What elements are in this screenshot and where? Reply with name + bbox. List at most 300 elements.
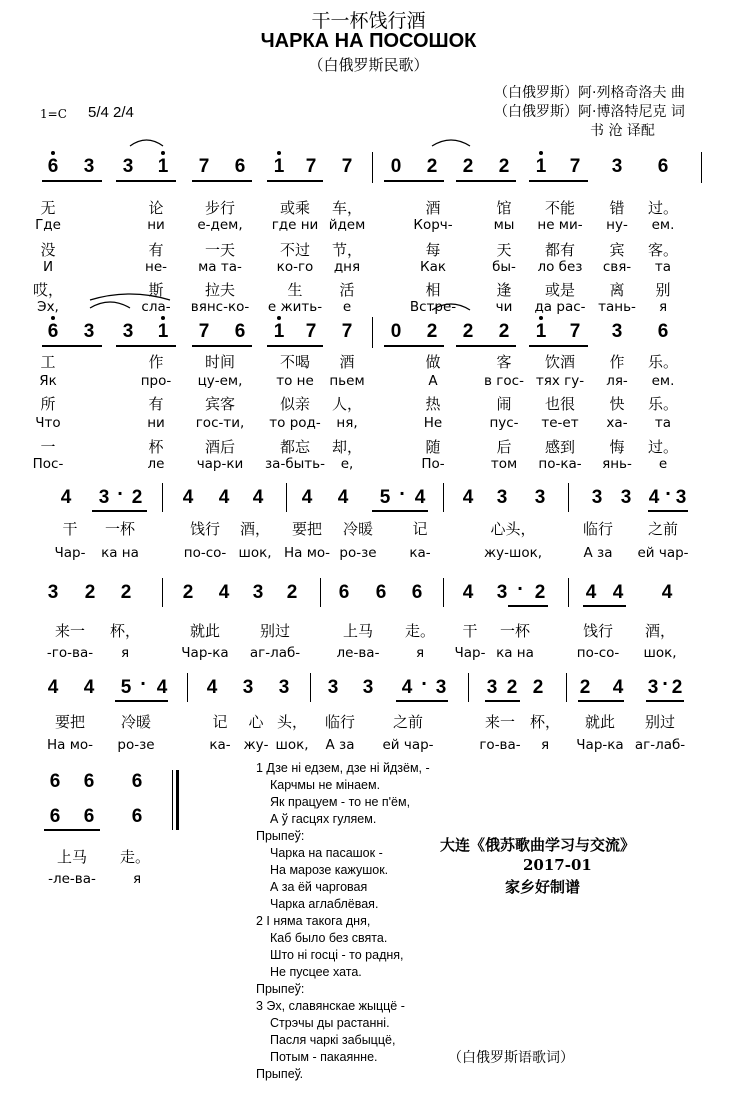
system3-note: 3 [98,487,110,508]
key-signature: 1=C [40,107,67,121]
system3-lyric-ru: ка- [409,545,431,561]
bar-line [310,673,311,702]
verse-line: Пасля чаркі забыццё, [270,1033,396,1047]
system1-note: 1 [273,156,285,177]
system2-lyric: ле [147,456,165,472]
system3-lyric-ru: А за [583,545,613,561]
system5-note: 4 [401,677,413,698]
system2-lyric: 都忘 [279,438,311,456]
system5-lyric-cn: 冷暖 [120,713,152,731]
system3-note: 4 [60,487,72,508]
system6-note: 6 [131,771,143,792]
system1-lyric: 离 [609,281,625,299]
system1-lyric: чи [495,299,513,315]
system1-note: 3 [122,156,134,177]
system3-lyric-cn: 之前 [647,520,679,538]
system4-note: 4 [612,582,624,603]
system1-lyric: ем. [651,217,675,233]
source-credit: 大连《俄苏歌曲学习与交流》 [440,836,636,854]
augmentation-dot: · [139,674,147,693]
system1-lyric: дня [333,259,361,275]
system1-lyric: 天 [496,241,512,259]
bar-line [443,483,444,512]
system2-lyric: том [490,456,518,472]
system5-note: 2 [506,677,518,698]
system3-lyric-ru: На мо- [283,545,331,561]
system3-note: 4 [182,487,194,508]
system3-lyric-cn: 临行 [582,520,614,538]
system2-note: 7 [341,321,353,342]
system5-note: 3 [327,677,339,698]
system5-note: 3 [362,677,374,698]
system1-lyric: 或是 [544,281,576,299]
system5-note: 4 [83,677,95,698]
system3-lyric-ru: шок, [238,545,272,561]
system2-lyric: 不喝 [279,353,311,371]
system2-lyric: 乐。 [647,395,679,413]
system2-note: 3 [83,321,95,342]
system2-note: 7 [569,321,581,342]
system2-lyric: ха- [606,415,628,431]
system1-lyric: мы [493,217,515,233]
system5-lyric-ru: жу- [243,737,269,753]
system3-note: 3 [675,487,687,508]
system1-lyric: Корч- [413,217,453,233]
system2-lyric: 随 [425,438,441,456]
system2-note: 7 [198,321,210,342]
system5-lyric-cn: 杯， [529,713,561,731]
verse-line: А ў гасцях гуляем. [270,812,377,826]
underline-beam [583,605,626,607]
system4-lyric-ru: Чар- [454,645,486,661]
system1-note: 1 [157,156,169,177]
system4-lyric-ru: по-со- [576,645,620,661]
system4-note: 3 [47,582,59,603]
augmentation-dot: · [516,579,524,598]
system5-note: 4 [206,677,218,698]
system2-lyric: чар-ки [196,456,244,472]
system1-note: 6 [657,156,669,177]
system1-lyric: ло без [537,259,583,275]
system4-note: 6 [411,582,423,603]
system1-lyric: 不过 [279,241,311,259]
system2-note: 1 [535,321,547,342]
system1-note: 3 [83,156,95,177]
system1-lyric: Как [419,259,447,275]
system1-lyric: не- [144,259,168,275]
verse-line: Прыпеў: [256,982,305,996]
system1-lyric: Эх, [37,299,59,315]
system3-lyric-cn: 要把 [291,520,323,538]
system1-lyric: 一天 [204,241,236,259]
title-chinese: 干一杯饯行酒 [311,10,426,32]
system1-note: 2 [426,156,438,177]
bar-line [162,578,163,607]
system2-note: 6 [657,321,669,342]
system5-lyric-cn: 来一 [484,713,516,731]
system2-lyric: 客 [496,353,512,371]
system2-lyric: 也很 [544,395,576,413]
system1-lyric: 宾 [609,241,625,259]
system1-lyric: 都有 [544,241,576,259]
system3-lyric-cn: 心头， [490,520,536,538]
system1-note: 0 [390,156,402,177]
verse-line: Прыпеў. [256,1067,304,1081]
system2-note: 7 [305,321,317,342]
system2-lyric: пьем [329,373,365,389]
system1-note: 7 [341,156,353,177]
bar-line [320,578,321,607]
system4-note: 2 [120,582,132,603]
system3-note: 5 [379,487,391,508]
system2-lyric: по-ка- [538,456,582,472]
system5-note: 2 [671,677,683,698]
underline-beam [646,700,684,702]
system1-lyric: 无 [40,199,56,217]
verse-line: Як працуем - то не п'ём, [270,795,411,809]
system1-lyric: 酒 [425,199,441,217]
system1-lyric: 论 [148,199,164,217]
system2-note: 2 [426,321,438,342]
system3-note: 3 [620,487,632,508]
system2-lyric: 悔 [609,438,625,456]
system3-note: 3 [496,487,508,508]
system2-lyric: ем. [651,373,675,389]
system5-note: 2 [579,677,591,698]
system1-note: 7 [305,156,317,177]
credit-music: （白俄罗斯）阿·列格奇洛夫 曲 [494,85,685,101]
verse-line: 2 І няма такога дня, [256,914,371,928]
system1-note: 6 [234,156,246,177]
system2-note: 3 [611,321,623,342]
system5-lyric-ru: я [540,737,550,753]
system3-lyric-ru: по-со- [183,545,227,561]
system5-lyric-cn: 要把 [54,713,86,731]
system1-lyric: 客。 [647,241,679,259]
system2-lyric: про- [140,373,172,389]
system1-lyric: 逢 [496,281,512,299]
system1-lyric: где ни [271,217,319,233]
system4-lyric-cn: 上马 [342,622,374,640]
system1-lyric: е жить- [267,299,323,315]
system3-note: 4 [337,487,349,508]
time-signature: 5/4 2/4 [88,104,134,121]
system3-note: 4 [414,487,426,508]
system3-lyric-ru: ро-зе [339,545,377,561]
system4-lyric-cn: 干 [462,622,478,640]
system2-lyric: то не [276,373,314,389]
system4-note: 2 [182,582,194,603]
system2-note: 1 [157,321,169,342]
system4-note: 2 [286,582,298,603]
system5-note: 3 [278,677,290,698]
system1-lyric: ма та- [198,259,242,275]
system1-lyric: не ми- [537,217,583,233]
system1-note: 6 [47,156,59,177]
underline-beam [92,510,147,512]
verse-line: Чарка на пасашок - [270,846,383,860]
system2-note: 2 [462,321,474,342]
bar-line [176,770,179,830]
system4-lyric-cn: 杯， [109,622,141,640]
system4-note: 3 [252,582,264,603]
system2-lyric: 乐。 [647,353,679,371]
system1-lyric: бы- [492,259,516,275]
augmentation-dot: · [420,674,428,693]
system2-lyric: 感到 [544,438,576,456]
system5-lyric-cn: 之前 [392,713,424,731]
system4-lyric-ru: ле-ва- [336,645,380,661]
system1-lyric: 相 [425,281,441,299]
system4-note: 6 [338,582,350,603]
system2-lyric: Пос- [32,456,64,472]
system5-note: 3 [647,677,659,698]
system3-lyric-cn: 一杯 [104,520,136,538]
system2-lyric: 人， [331,395,363,413]
system1-lyric: 没 [40,241,56,259]
system5-lyric-ru: Чар-ка [576,737,624,753]
system2-note: 6 [47,321,59,342]
verse-line: Каб было без свята. [270,931,388,945]
system4-lyric-cn: 走。 [404,622,436,640]
system2-lyric: 似亲 [279,395,311,413]
system2-lyric: 工 [40,353,56,371]
system5-lyric-cn: 心 [248,713,264,731]
system2-note: 0 [390,321,402,342]
system1-note: 3 [611,156,623,177]
augmentation-dot: · [661,674,669,693]
system1-lyric: 过。 [647,199,679,217]
system2-lyric: Что [35,415,61,431]
system4-note: 4 [218,582,230,603]
system5-note: 5 [120,677,132,698]
date-label: 2017-01 [523,856,592,874]
system2-lyric: 酒 [339,353,355,371]
system1-lyric: я [658,299,668,315]
system5-lyric-cn: 临行 [324,713,356,731]
system1-lyric: 别 [655,281,671,299]
underline-beam [372,510,428,512]
system3-note: 3 [591,487,603,508]
system2-lyric: 作 [148,353,164,371]
system2-lyric: 时间 [204,353,236,371]
system3-lyric-ru: ей чар- [637,545,689,561]
system1-lyric: е-дем, [197,217,243,233]
underline-beam [648,510,688,512]
system1-lyric: ко-го [276,259,314,275]
system3-note: 4 [462,487,474,508]
system6-note: 6 [83,806,95,827]
system4-lyric-cn: 一杯 [499,622,531,640]
system2-lyric: те-ет [541,415,579,431]
underline-beam [578,700,624,702]
system2-lyric: ля- [606,373,628,389]
underline-beam [115,700,168,702]
system1-lyric: 斯 [148,281,164,299]
system2-lyric: за-быть- [265,456,325,472]
system1-lyric: 生 [287,281,303,299]
system4-lyric-cn: 就此 [189,622,221,640]
underline-beam [508,605,548,607]
system2-lyric: 闹 [496,395,512,413]
verse-line: А за ёй чарговая [270,880,368,894]
system5-note: 3 [242,677,254,698]
system2-lyric: Не [423,415,443,431]
system4-lyric-ru: я [415,645,425,661]
title-russian: ЧАРКА НА ПОСОШОК [260,30,477,52]
system1-lyric: та [654,259,672,275]
system2-lyric: 杯 [148,438,164,456]
system5-lyric-cn: 就此 [584,713,616,731]
system5-note: 4 [156,677,168,698]
system4-note: 3 [496,582,508,603]
system6-note: 6 [83,771,95,792]
system3-lyric-ru: жу-шок, [483,545,543,561]
system1-lyric: И [42,259,54,275]
system3-note: 4 [648,487,660,508]
system2-lyric: гос-ти, [195,415,245,431]
system6-lyric-ru: -ле-ва- [48,871,96,887]
verse-line: Што ні госці - то радня, [270,948,404,962]
system5-lyric-ru: шок, [275,737,309,753]
system1-lyric: 有 [148,241,164,259]
system1-lyric: Где [35,217,61,233]
system1-note: 2 [462,156,474,177]
system2-lyric: 一 [40,438,56,456]
system5-note: 4 [47,677,59,698]
system2-lyric: то род- [269,415,321,431]
verse-line: На марозе кажушок. [270,863,389,877]
system1-lyric: тань- [598,299,636,315]
system2-note: 3 [122,321,134,342]
system5-lyric-ru: го-ва- [479,737,521,753]
system5-note: 3 [486,677,498,698]
system2-lyric: янь- [602,456,632,472]
system3-lyric-cn: 饯行 [189,520,221,538]
system4-lyric-cn: 酒， [644,622,676,640]
augmentation-dot: · [664,484,672,503]
credit-translator: 书 沧 译配 [590,123,655,139]
system1-lyric: 不能 [544,199,576,217]
system2-note: 1 [273,321,285,342]
bar-line [468,673,469,702]
verse-line: Не пусцее хата. [270,965,362,979]
system1-lyric: вянс-ко- [190,299,250,315]
system6-note: 6 [131,806,143,827]
verse-line: Потым - пакаянне. [270,1050,378,1064]
verse-line: Прыпеў: [256,829,305,843]
system4-note: 6 [375,582,387,603]
verse-line: 1 Дзе ні едзем, дзе ні йдзём, - [256,761,430,775]
verse-line: 3 Эх, славянскае жыццё - [256,999,405,1013]
underline-beam [44,829,100,831]
system2-lyric: 宾客 [204,395,236,413]
system1-lyric: 馆 [496,199,512,217]
system1-lyric: 每 [425,241,441,259]
system5-lyric-ru: ка- [209,737,231,753]
system5-lyric-ru: А за [325,737,355,753]
system2-lyric: е, [340,456,354,472]
bar-line [162,483,163,512]
system1-lyric: Встре- [409,299,457,315]
system1-lyric: е [342,299,352,315]
system4-lyric-ru: аг-лаб- [249,645,301,661]
system3-note: 4 [301,487,313,508]
system1-lyric: сла- [141,299,171,315]
system2-lyric: Як [39,373,57,389]
system1-lyric: свя- [602,259,632,275]
bar-line [172,770,173,830]
system2-note: 2 [498,321,510,342]
system3-lyric-cn: 记 [412,520,428,538]
system1-lyric: 哎， [32,281,64,299]
system5-lyric-cn: 头， [276,713,308,731]
system4-lyric-cn: 来一 [54,622,86,640]
system3-note: 4 [218,487,230,508]
system4-lyric-ru: ка на [496,645,534,661]
system3-note: 4 [252,487,264,508]
augmentation-dot: · [398,484,406,503]
system1-lyric: 拉夫 [204,281,236,299]
system2-lyric: пус- [489,415,519,431]
system3-note: 3 [534,487,546,508]
system4-note: 2 [534,582,546,603]
system1-lyric: 步行 [204,199,236,217]
system2-note: 6 [234,321,246,342]
underline-beam [396,700,448,702]
system5-lyric-ru: На мо- [46,737,94,753]
maker-label: 家乡好制谱 [505,878,581,896]
system2-lyric: е [658,456,668,472]
bar-line [443,578,444,607]
system2-lyric: ни [147,415,165,431]
system2-lyric: в гос- [484,373,524,389]
system2-lyric: та [654,415,672,431]
system5-lyric-ru: ей чар- [382,737,434,753]
bar-line [566,673,567,702]
lyrics-language-note: （白俄罗斯语歌词） [448,1050,574,1066]
system3-lyric-cn: 冷暖 [342,520,374,538]
underline-beam [485,700,520,702]
bar-line [187,673,188,702]
system2-lyric: 做 [425,353,441,371]
system2-lyric: 有 [148,395,164,413]
system5-note: 4 [612,677,624,698]
system3-lyric-ru: Чар- [54,545,86,561]
system4-lyric-cn: 饯行 [582,622,614,640]
system2-lyric: цу-ем, [197,373,243,389]
system6-lyric-ru: я [132,871,142,887]
verse-line: Стрэчы ды растанні. [270,1016,390,1030]
system1-lyric: йдем [328,217,366,233]
system3-lyric-cn: 酒， [239,520,271,538]
system1-note: 7 [569,156,581,177]
verse-text [256,760,430,1083]
subtitle: （白俄罗斯民歌） [308,56,429,74]
system2-lyric: 酒后 [204,438,236,456]
system1-lyric: ну- [606,217,628,233]
system2-lyric: 热 [425,395,441,413]
system5-note: 2 [532,677,544,698]
system5-lyric-ru: ро-зе [117,737,155,753]
system1-lyric: да рас- [534,299,586,315]
system1-note: 2 [498,156,510,177]
system6-lyric-cn: 走。 [119,848,151,866]
system2-lyric: 所 [40,395,56,413]
system5-note: 3 [435,677,447,698]
system2-lyric: По- [421,456,445,472]
system2-lyric: А [428,373,438,389]
